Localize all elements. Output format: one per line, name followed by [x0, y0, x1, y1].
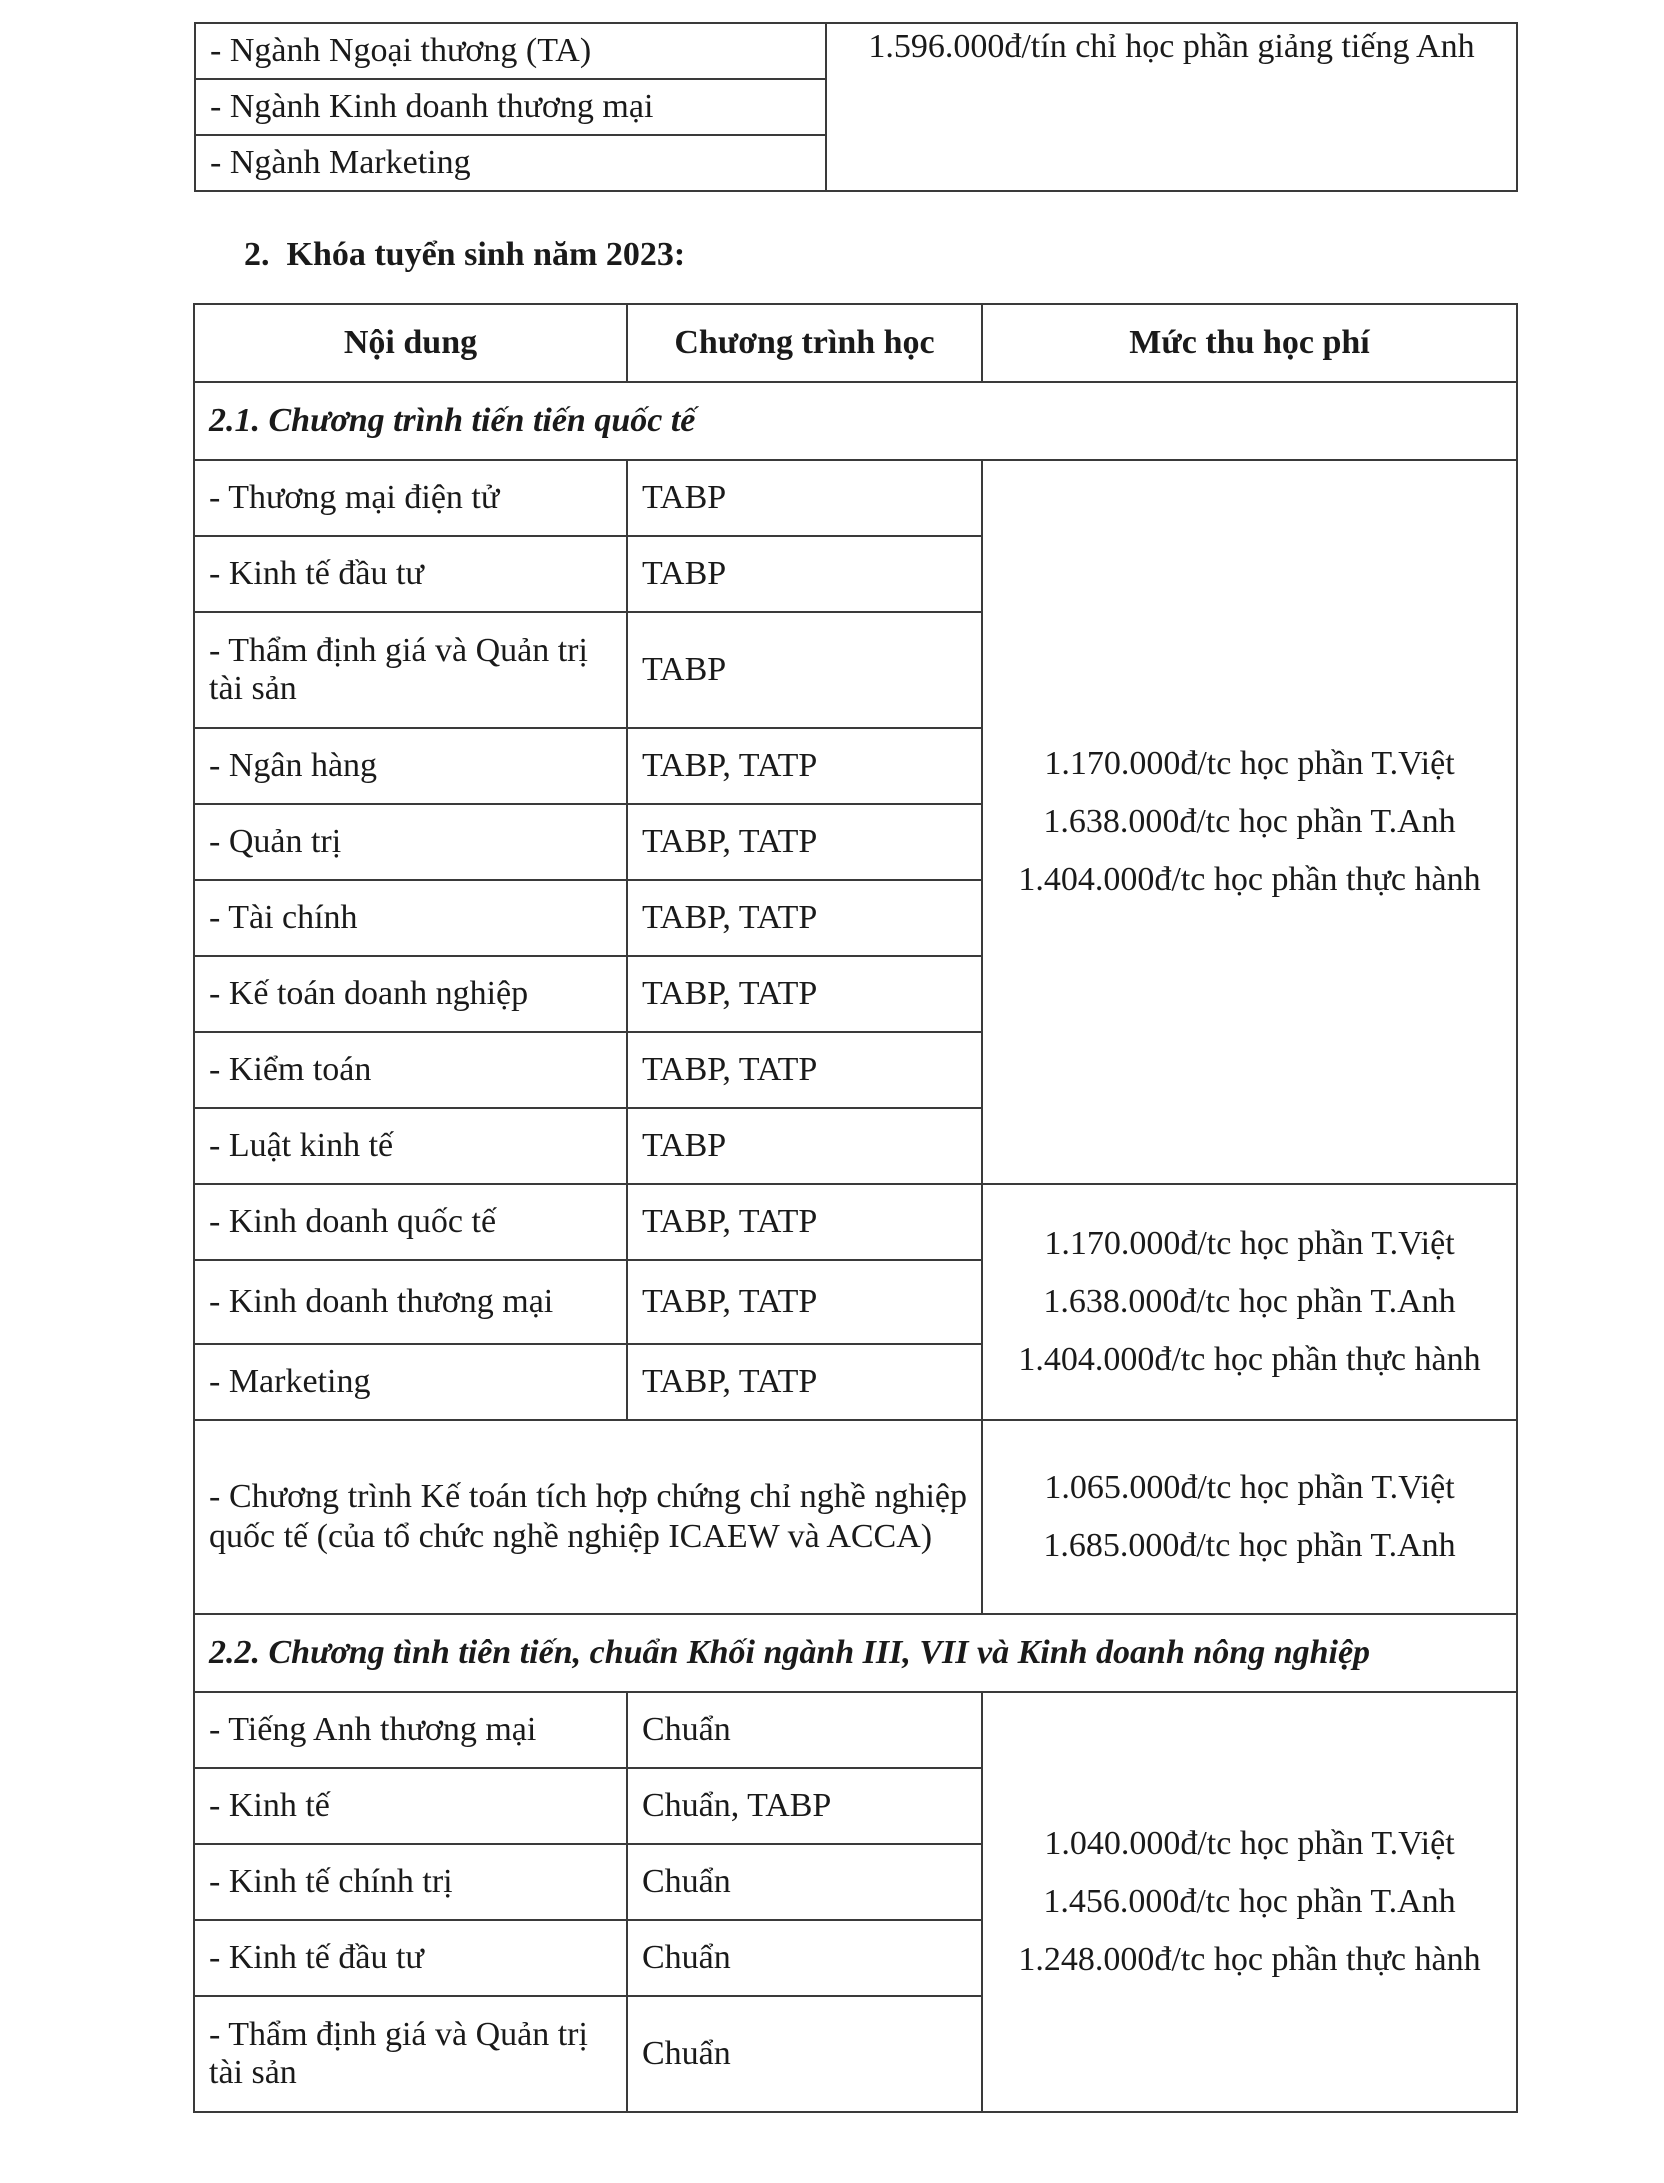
section-title: Khóa tuyển sinh năm 2023: — [286, 236, 686, 273]
table-row — [194, 460, 1517, 536]
content-cell: - Kiểm toán — [194, 1032, 627, 1108]
program-cell: Chuẩn — [627, 1844, 982, 1920]
fee-line: 1.170.000đ/tc học phần T.Việt — [1044, 745, 1455, 782]
tuition-table — [193, 303, 1518, 2113]
program-cell: TABP, TATP — [627, 1260, 982, 1344]
program-cell: Chuẩn — [627, 1692, 982, 1768]
content-cell: - Tiếng Anh thương mại — [194, 1692, 627, 1768]
group-row — [194, 1614, 1517, 1692]
program-cell: TABP — [627, 612, 982, 728]
program-cell: TABP, TATP — [627, 1032, 982, 1108]
table-row — [194, 1184, 1517, 1260]
table-row — [194, 1420, 1517, 1614]
fee-line: 1.638.000đ/tc học phần T.Anh — [1043, 803, 1456, 840]
fee-line: 1.065.000đ/tc học phần T.Việt — [1044, 1469, 1455, 1506]
table-header-row — [194, 304, 1517, 382]
program-name: - Ngành Kinh doanh thương mại — [195, 79, 826, 135]
fee-cell — [982, 1692, 1517, 2112]
section-number: 2. — [244, 236, 270, 273]
program-cell: TABP, TATP — [627, 956, 982, 1032]
fee-cell: 1.596.000đ/tín chỉ học phần giảng tiếng Anh — [826, 23, 1517, 191]
group-title: 2.1. Chương trình tiến tiến quốc tế — [194, 382, 1517, 460]
content-cell: - Marketing — [194, 1344, 627, 1420]
top-fee-table — [194, 22, 1518, 192]
fee-line: 1.638.000đ/tc học phần T.Anh — [1043, 1283, 1456, 1320]
program-cell: TABP, TATP — [627, 880, 982, 956]
header-content: Nội dung — [194, 304, 627, 382]
fee-line: 1.685.000đ/tc học phần T.Anh — [1043, 1527, 1456, 1564]
content-cell: - Thẩm định giá và Quản trị tài sản — [194, 612, 627, 728]
program-cell: Chuẩn — [627, 1920, 982, 1996]
content-cell: - Luật kinh tế — [194, 1108, 627, 1184]
fee-line: 1.040.000đ/tc học phần T.Việt — [1044, 1825, 1455, 1862]
content-cell: - Thẩm định giá và Quản trị tài sản — [194, 1996, 627, 2112]
fee-line: 1.248.000đ/tc học phần thực hành — [1018, 1941, 1481, 1978]
content-cell: - Ngân hàng — [194, 728, 627, 804]
content-cell: - Thương mại điện tử — [194, 460, 627, 536]
header-program: Chương trình học — [627, 304, 982, 382]
content-cell: - Kinh doanh quốc tế — [194, 1184, 627, 1260]
program-name: - Ngành Marketing — [195, 135, 826, 191]
program-cell: TABP — [627, 536, 982, 612]
program-cell: TABP, TATP — [627, 1184, 982, 1260]
program-name: - Ngành Ngoại thương (TA) — [195, 23, 826, 79]
fee-line: 1.404.000đ/tc học phần thực hành — [1018, 1341, 1481, 1378]
content-cell: - Kinh tế đầu tư — [194, 536, 627, 612]
program-cell: TABP, TATP — [627, 728, 982, 804]
group-title: 2.2. Chương tình tiên tiến, chuẩn Khối ngành III, VII và Kinh doanh nông nghiệp — [194, 1614, 1517, 1692]
fee-cell — [982, 460, 1517, 1184]
section-heading — [244, 236, 685, 274]
table-row — [195, 23, 1517, 79]
fee-cell — [982, 1420, 1517, 1614]
fee-line: 1.456.000đ/tc học phần T.Anh — [1043, 1883, 1456, 1920]
table-row — [194, 1692, 1517, 1768]
program-cell: TABP, TATP — [627, 1344, 982, 1420]
content-cell: - Chương trình Kế toán tích hợp chứng chỉ nghề nghiệp quốc tế (của tổ chức nghề nghiệp ICAEW và ACCA) — [194, 1420, 982, 1614]
content-cell: - Kế toán doanh nghiệp — [194, 956, 627, 1032]
fee-cell — [982, 1184, 1517, 1420]
header-fee: Mức thu học phí — [982, 304, 1517, 382]
content-cell: - Kinh tế chính trị — [194, 1844, 627, 1920]
group-row — [194, 382, 1517, 460]
content-cell: - Kinh doanh thương mại — [194, 1260, 627, 1344]
program-cell: TABP — [627, 460, 982, 536]
fee-line: 1.404.000đ/tc học phần thực hành — [1018, 861, 1481, 898]
program-cell: Chuẩn — [627, 1996, 982, 2112]
content-cell: - Quản trị — [194, 804, 627, 880]
content-cell: - Kinh tế — [194, 1768, 627, 1844]
program-cell: TABP — [627, 1108, 982, 1184]
content-cell: - Tài chính — [194, 880, 627, 956]
fee-line: 1.170.000đ/tc học phần T.Việt — [1044, 1225, 1455, 1262]
content-cell: - Kinh tế đầu tư — [194, 1920, 627, 1996]
program-cell: Chuẩn, TABP — [627, 1768, 982, 1844]
program-cell: TABP, TATP — [627, 804, 982, 880]
